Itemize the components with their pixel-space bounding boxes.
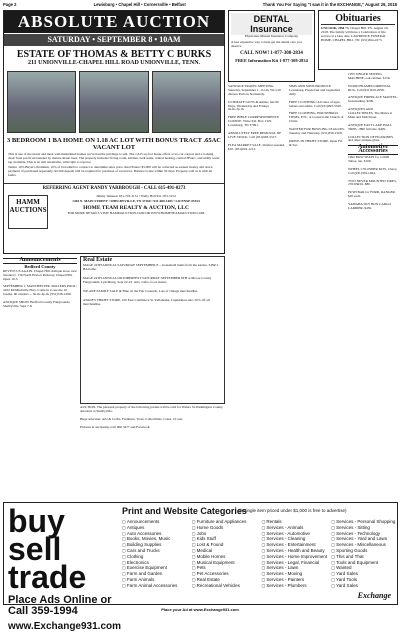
category-item[interactable]: ▢ Services - Painters <box>262 577 328 583</box>
office: 1404 N. MAIN STREET • SHELBYVILLE, TN 37160 • 931-680-1483 • LICENSE #5154 <box>72 198 200 203</box>
auction-ad <box>3 10 225 254</box>
category-item[interactable]: ▢ Services - Health and Beauty <box>262 548 328 554</box>
listing: AUCTION. The personal property of the following parties will be sold for Waters St-Washington County Auctions at Shelbyville. <box>80 405 223 413</box>
realty-body: MAGE 24TH ANNUAL SATURDAY SEPTEMBER 8 ... household items from the estates. 3-BR 2 BA home. <box>83 263 219 271</box>
auction-photos <box>4 68 224 136</box>
company: HOME TEAM REALTY & AUCTION, LLC <box>83 205 189 211</box>
exchange-logo: Exchange <box>357 591 391 600</box>
listing: Pictures at auctionzip.com ID# 3477 and Facebook. <box>80 424 151 429</box>
auction-date: SATURDAY • SEPTEMBER 8 • 10AM <box>4 34 224 46</box>
listing: REVIVE US AGAIN. Chapel Hill. Antique store, new inventory. 136 North Horton Parkway, Chapel Hill. Open 10-5. <box>3 268 77 281</box>
category-item[interactable]: ▢ Services - Sitting <box>331 525 397 531</box>
listing: ANTIQUE EAST LAKE HALL TREE, 1890 full size. $495. <box>348 122 392 131</box>
category-item[interactable]: ▢ Recreational Vehicles <box>192 583 258 589</box>
listing: 1992 BOW SEATS for a 2009 Tahoe, tan. $100. <box>348 155 390 164</box>
category-item[interactable]: ▢ Exercise Equipment <box>122 565 188 571</box>
category-item[interactable]: ▢ Services - Lawn <box>262 565 328 571</box>
listing: ANGIE'S THRIFT STORE, 100 East Commerce St. Tullahoma, Liquidation sale. 50% off all merchandise. <box>83 297 210 306</box>
category-item[interactable]: ▢ Wanted <box>331 565 397 571</box>
listing: Huge selection: Arts & Crafts, Furniture, Tools, Collectibles, Coins. 10 a.m. <box>80 416 184 421</box>
category-item[interactable]: ▢ Home Goods <box>192 525 258 531</box>
buy-sell-title: buy sell trade <box>8 503 87 595</box>
realty-title: Real Estate <box>83 257 113 263</box>
listing: VANTAGE TRAVEL MEETING. Saturday, September 1, 11a.m. We will discuss Paris in Normandy. <box>228 84 281 96</box>
auction-contacts <box>52 195 220 229</box>
page-footer: Place your Ad at www.Exchange931.com <box>161 607 239 612</box>
dental-info: FREE Information Kit 1-877-308-2834 <box>235 57 308 63</box>
dental-line: A less expensive way to help get the dental care you deserve <box>231 39 302 48</box>
listing: SIMS AND SONS PRODUCE Lewisburg. Fresh fruit and vegetables daily. <box>289 84 341 96</box>
category-item[interactable]: ▢ Musical Equipment <box>192 560 258 566</box>
listing: FREE BIBLE CORRESPONDENCE COURSE. Write P.O. Box 1325, Lewisburg, TN 37091. <box>228 115 280 128</box>
category-item[interactable]: ▢ Services - Plumbers <box>262 583 328 589</box>
category-column <box>262 519 328 589</box>
buy-sell-promo <box>8 503 122 632</box>
category-item[interactable]: ▢ Electronics <box>122 560 188 566</box>
category-item[interactable]: ▢ Books, Movies, Music <box>122 536 188 542</box>
category-item[interactable]: ▢ Services - Yard and Lawn <box>331 536 397 542</box>
listing: COLLECTION OF FIGURINES and other antique glass. <box>348 134 394 143</box>
website-link[interactable]: www.Exchange931.com <box>8 621 122 632</box>
category-item[interactable]: ▢ Lost & Found <box>192 542 258 548</box>
auction-banner: ABSOLUTE AUCTION <box>4 11 224 33</box>
listing: WHEEL CYLINDER KITS, Chevy. Call (931)359-1494. <box>348 166 398 175</box>
auction-description <box>4 151 224 181</box>
category-item[interactable]: ▢ Pets <box>192 565 258 571</box>
category-item[interactable]: ▢ Auto Accessories <box>122 531 188 537</box>
listing: FREE CLOTHING, HOUSEHOLD ITEMS, ETC. at Cornersville Church of Christ. <box>289 111 344 124</box>
category-item[interactable]: ▢ Kids Stuff <box>192 536 258 542</box>
category-item[interactable]: ▢ Cars and Trucks <box>122 548 188 554</box>
category-item[interactable]: ▢ Services - Technology <box>331 531 397 537</box>
more-info: FOR MORE DETAILS VISIT HAMMAUCTION.COM OR WWW.HOMETEAMAUCTION.COM <box>67 211 205 216</box>
listing: WANTED FOR BOWLING LEAGUES. Tuesday and Thursday. (931)359-1500. <box>289 126 345 135</box>
category-item[interactable]: ▢ Antiques <box>122 525 188 531</box>
category-item[interactable]: ▢ Yard Sales <box>331 583 397 589</box>
listing: 1955 SINGER SEWING MACHINE, oak cabinet. $150. <box>348 72 391 80</box>
classified-column-5 <box>348 73 398 500</box>
agents: Jimmy Jameson 931-703-3151 • Wally Hall 931-703-3154 <box>96 193 176 198</box>
category-item[interactable]: ▢ Real Estate <box>192 577 258 583</box>
listing: ANTIQUES AND COLLECTIBLES. The Mules at Main and Mill Street. <box>348 107 393 119</box>
auction-terms: Terms: 10% Buyer's Premium, 10% of bid added to contract to determine sales price. Real Estate: $5,000 will be collected as earnest money and down payment. If purchased separately, $2,500 deposit will be required for purchase of vacant lot. Balance is due within 30 days. Property sold as is with all faults. <box>8 164 213 177</box>
paper-name: Lewisburg • Chapel Hill • Cornersville • Belfast <box>93 2 186 7</box>
listing: ULTIMATE GUNS & Ammo, has 60 Days, Wednesday and Fridays 9a.m.-5p.m. <box>228 99 279 112</box>
house-photo <box>79 71 148 133</box>
house-photo <box>152 71 221 133</box>
category-item[interactable]: ▢ Services - Miscellaneous <box>331 542 397 548</box>
listing: ANTIQUE SHOW. Bedford County Fairgrounds, Shelbyville. Sept 7-8. <box>3 300 71 308</box>
category-item[interactable]: ▢ Services - Personal Shopping <box>331 519 397 525</box>
category-item[interactable]: ▢ Furniture and Appliances <box>192 519 258 525</box>
categories-note: (a single item priced under $1,000 is free to advertise) <box>239 508 347 513</box>
category-item[interactable]: ▢ Jobs <box>192 531 258 537</box>
category-item[interactable]: ▢ This and That <box>331 554 397 560</box>
obit-text: 76, Chapel Hill, TN. August 20, 2018. The family will have a Celebration of life service at a later date. LAWRENCE FUNERAL HOME, CHAPEL HILL TN. (931)364-2273. <box>321 26 389 42</box>
auction-house-title: 3 BEDROOM 1 BA HOME ON 1.18 AC LOT WITH BONUS TRACT .65AC VACANT LOT <box>6 137 222 151</box>
category-item[interactable]: ▢ Clothing <box>122 554 188 560</box>
classified-column-1 <box>3 256 77 500</box>
automotive-heading: Automotive Accessories <box>348 145 398 155</box>
classified-column-2 <box>80 406 225 500</box>
dental-logo: DENTAL Insurance <box>231 13 312 35</box>
house-photo <box>7 71 76 133</box>
auction-address: 211 UNIONVILLE-CHAPEL HILL ROAD UNIONVILLE, TENN. <box>27 60 201 66</box>
categories-heading: Print and Website Categories <box>122 506 247 516</box>
category-item[interactable]: ▢ Medical <box>192 548 258 554</box>
referring-agent: REFERRING AGENT RANDY YARBROUGH - CALL 615-491-0273 <box>4 183 224 193</box>
category-item[interactable]: ▢ Yard Tools <box>331 577 397 583</box>
category-item[interactable]: ▢ Farm Animal Accessories <box>122 583 188 589</box>
page-header <box>3 2 397 9</box>
announcements-heading: Announcements <box>3 258 77 264</box>
auction-estate: ESTATE OF THOMAS & BETTY C BURKS <box>16 49 212 60</box>
listing: TWO NEVER MOUNTED TIRES, 235/65R16. $80. <box>348 178 397 187</box>
listing: SEPTEMBER 1, MANCHESTER. MILLERS POOL: 4162 McMinnville Hwy. Come in to see the 10 booths, 60 vendors ... 9a.m.-4p.m. (931)728-1490. <box>3 284 77 297</box>
category-column <box>331 519 397 589</box>
listing: FLEA MARKET SALE. Vendors needed, $10. (931)619-1213. <box>228 142 285 151</box>
realty-ad <box>80 256 225 404</box>
classified-column-3 <box>228 85 286 500</box>
category-item[interactable]: ▢ Services - Cleaning <box>262 536 328 542</box>
auction-footer <box>4 193 224 231</box>
listing: FREE CLOTHING! All sizes of ages, babies and adults. Call (931)993-5520. <box>289 99 342 108</box>
category-item[interactable]: ▢ Pet Accessories <box>192 571 258 577</box>
listing: WOOD FRAMED ORIENTAL RUG. Call (931)619-2058. <box>348 83 391 92</box>
listing: ABSOLUTELY FREE REMOVAL OF LIVE STOCK. Call (931)993-5517. <box>228 130 282 139</box>
listing: MAGE 24TH ANNUAL OKTOBERFEST SATURDAY SEPTEMBER 8TH at Moore County Fairgrounds, Lynchburg. Sept 22-23. Arts, crafts, food, music. <box>83 276 212 284</box>
category-item[interactable]: ▢ Farm and Garden <box>122 571 188 577</box>
dental-call[interactable]: CALL NOW! 1-877-308-2834 <box>240 50 303 56</box>
auction-desc-text: This is one of the nicest and most well-maintained homes we've had the privilege to sell. The 1,615 sq foot house offers a two car carport and a rocking chair front porch surrounded by mature shade trees. The property includes: living room, kitchen, bedrooms, central heating, central HVAC, and utility water tap available. This is an arm tenantable, with right to reprove. <box>8 152 220 164</box>
listing: ANTIQUE FIREPLACE MANTEL, freestanding. $200. <box>348 95 398 104</box>
page-number: Page 2 <box>3 2 17 7</box>
page-tagline: Thank You For Saying "I saw it in the EXCHANGE," August 29, 2018 <box>262 2 397 7</box>
category-item[interactable]: ▢ Services - Legal, Financial <box>262 560 328 566</box>
announcements-sub: Bedford County <box>24 263 56 269</box>
listing: WE ARE FAMILY SALE & Blue on the Fair Grounds. Lots of vintage merchandise. <box>83 288 199 293</box>
category-column <box>192 519 258 589</box>
place-ads: Place Ads Online or Call 359-1994 <box>8 594 112 617</box>
dental-sub: Physicians Mutual Insurance Company <box>244 34 299 38</box>
category-item[interactable]: ▢ Services - Moving <box>262 571 328 577</box>
category-item[interactable]: ▢ Mobile Homes <box>192 554 258 560</box>
category-item[interactable]: ▢ Building Supplies <box>122 542 188 548</box>
obit-name: UNCOOK, JIM <box>321 26 345 30</box>
obituaries-title: Obituaries <box>321 13 395 25</box>
category-item[interactable]: ▢ Services - Automotive <box>262 531 328 537</box>
category-column <box>122 519 188 589</box>
category-item[interactable]: ▢ Rentals <box>262 519 328 525</box>
category-item[interactable]: ▢ Tools and Equipment <box>331 560 397 566</box>
category-item[interactable]: ▢ Services - Entertainment <box>262 542 328 548</box>
listing: YAMAHA SKY BOX CARGO CARRIER, $450. <box>348 202 391 210</box>
listing: PUSH BAR for FORD, RANGER. $45 each. <box>348 190 396 199</box>
category-item[interactable]: ▢ Yard Sales <box>331 571 397 577</box>
category-item[interactable]: ▢ Farm Animals <box>122 577 188 583</box>
dental-ad <box>228 10 315 82</box>
hamm-logo: HAMM AUCTIONS <box>8 195 48 229</box>
obituaries <box>318 10 398 70</box>
categories-columns <box>122 519 397 589</box>
category-item[interactable]: ▢ Services - Animals <box>262 525 328 531</box>
category-item[interactable]: ▢ Services - Home Improvement <box>262 554 328 560</box>
listing: DRIVE-IN THRIFT STORE. Open Fri & Sat. <box>289 138 343 147</box>
category-item[interactable]: ▢ Announcements <box>122 519 188 525</box>
category-item[interactable]: ▢ Sporting Goods <box>331 548 397 554</box>
classified-column-4 <box>289 85 345 500</box>
